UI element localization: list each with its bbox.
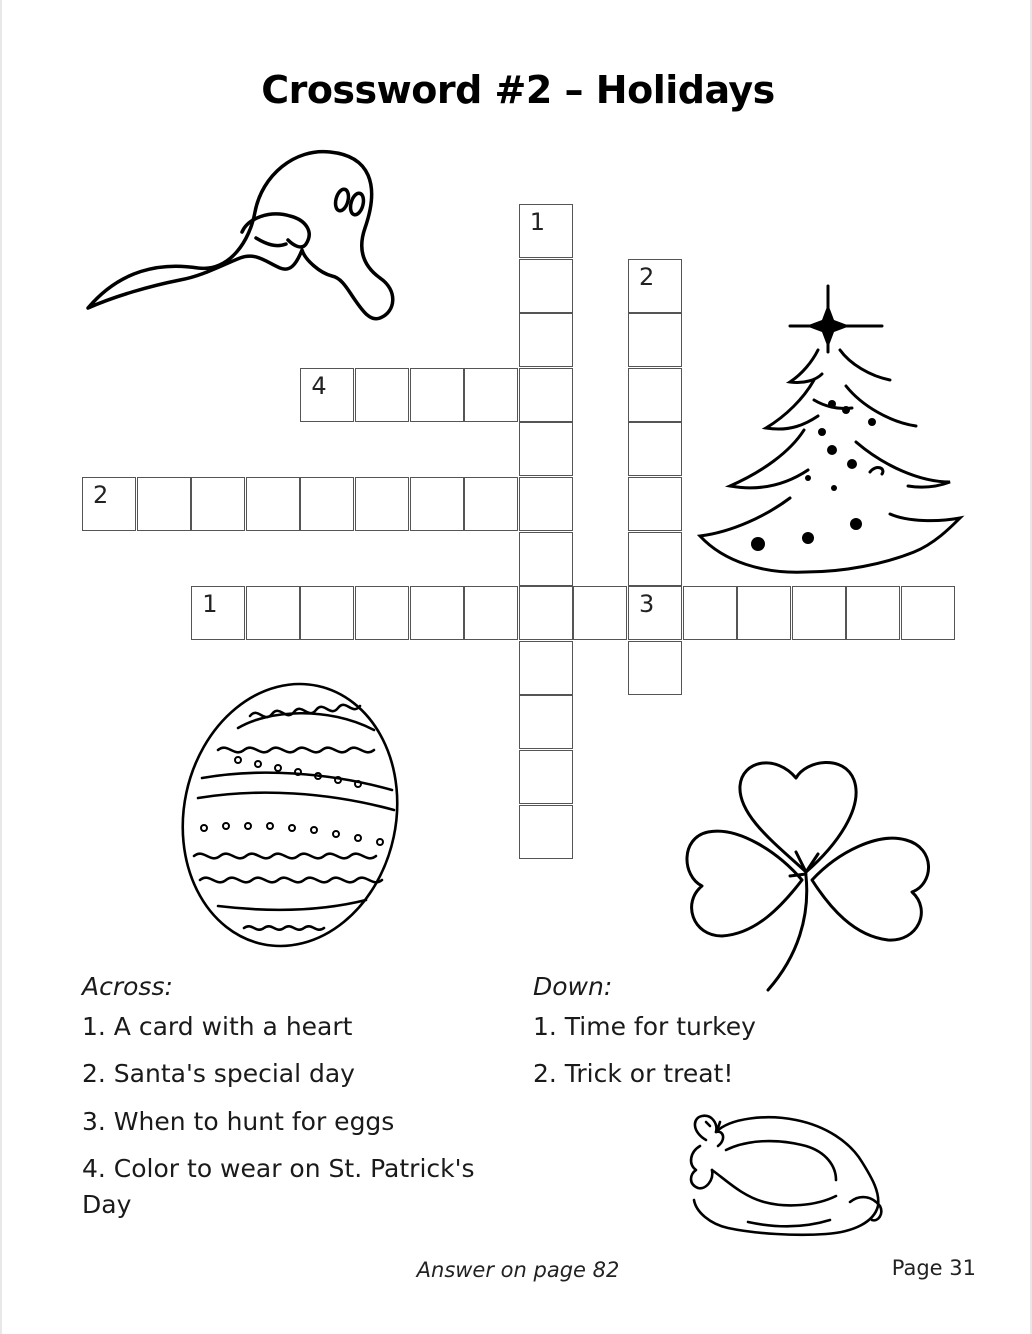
crossword-cell[interactable] bbox=[246, 477, 300, 531]
clue-number: 2 bbox=[639, 262, 655, 291]
crossword-cell[interactable] bbox=[300, 368, 354, 422]
crossword-cell[interactable] bbox=[846, 586, 900, 640]
crossword-cell[interactable] bbox=[628, 259, 682, 313]
crossword-cell[interactable] bbox=[737, 586, 791, 640]
down-clue-1: 1. Time for turkey bbox=[533, 1012, 756, 1041]
ghost-icon bbox=[80, 140, 410, 340]
crossword-cell[interactable] bbox=[519, 313, 573, 367]
crossword-cell[interactable] bbox=[901, 586, 955, 640]
crossword-cell[interactable] bbox=[519, 750, 573, 804]
crossword-cell[interactable] bbox=[628, 422, 682, 476]
crossword-cell[interactable] bbox=[519, 259, 573, 313]
crossword-cell[interactable] bbox=[246, 586, 300, 640]
crossword-cell[interactable] bbox=[82, 477, 136, 531]
answer-reference: Answer on page 82 bbox=[416, 1258, 620, 1282]
crossword-cell[interactable] bbox=[410, 368, 464, 422]
down-heading: Down: bbox=[533, 972, 613, 1001]
crossword-cell[interactable] bbox=[137, 477, 191, 531]
crossword-cell[interactable] bbox=[628, 313, 682, 367]
crossword-cell[interactable] bbox=[628, 641, 682, 695]
turkey-icon bbox=[686, 1110, 886, 1242]
crossword-cell[interactable] bbox=[355, 586, 409, 640]
crossword-cell[interactable] bbox=[410, 477, 464, 531]
crossword-cell[interactable] bbox=[191, 586, 245, 640]
crossword-cell[interactable] bbox=[792, 586, 846, 640]
crossword-cell[interactable] bbox=[683, 586, 737, 640]
clue-number: 1 bbox=[202, 590, 218, 619]
across-heading: Across: bbox=[82, 972, 173, 1001]
page-number: Page 31 bbox=[891, 1256, 976, 1280]
crossword-cell[interactable] bbox=[464, 477, 518, 531]
crossword-cell[interactable] bbox=[300, 477, 354, 531]
christmas-tree-icon bbox=[694, 282, 969, 582]
crossword-cell[interactable] bbox=[191, 477, 245, 531]
shamrock-icon bbox=[678, 756, 940, 1000]
crossword-cell[interactable] bbox=[300, 586, 354, 640]
down-clues bbox=[533, 972, 833, 1104]
page-title: Crossword #2 – Holidays bbox=[261, 68, 775, 112]
across-clues bbox=[82, 972, 502, 1234]
clue-number: 1 bbox=[529, 208, 546, 236]
down-clue-2: 2. Trick or treat! bbox=[533, 1059, 734, 1089]
crossword-cell[interactable] bbox=[519, 532, 573, 586]
crossword-cell[interactable] bbox=[519, 805, 573, 859]
crossword-cell[interactable] bbox=[628, 477, 682, 531]
crossword-cell[interactable] bbox=[355, 477, 409, 531]
clue-number: 4 bbox=[311, 371, 327, 400]
crossword-cell[interactable] bbox=[519, 368, 573, 422]
crossword-cell[interactable] bbox=[519, 641, 573, 695]
easter-egg-icon bbox=[178, 680, 403, 950]
crossword-cell[interactable] bbox=[519, 586, 573, 640]
crossword-cell[interactable] bbox=[628, 532, 682, 586]
crossword-cell[interactable] bbox=[464, 368, 518, 422]
clue-number: 3 bbox=[639, 590, 655, 619]
crossword-cell[interactable] bbox=[355, 368, 409, 422]
crossword-cell[interactable] bbox=[519, 422, 573, 476]
across-clue-2: 2. Santa's special day bbox=[82, 1059, 355, 1089]
clue-number: 2 bbox=[93, 481, 109, 509]
crossword-cell[interactable] bbox=[464, 586, 518, 640]
crossword-cell[interactable] bbox=[519, 695, 573, 749]
across-clue-3: 3. When to hunt for eggs bbox=[82, 1106, 395, 1136]
across-clue-1: 1. A card with a heart bbox=[82, 1012, 353, 1041]
across-clue-4: 4. Color to wear on St. Patrick's Day bbox=[82, 1153, 475, 1219]
crossword-cell[interactable] bbox=[519, 477, 573, 531]
crossword-cell[interactable] bbox=[628, 586, 682, 640]
crossword-cell[interactable] bbox=[410, 586, 464, 640]
crossword-cell[interactable] bbox=[628, 368, 682, 422]
crossword-cell[interactable] bbox=[573, 586, 627, 640]
crossword-cell[interactable] bbox=[519, 204, 573, 258]
